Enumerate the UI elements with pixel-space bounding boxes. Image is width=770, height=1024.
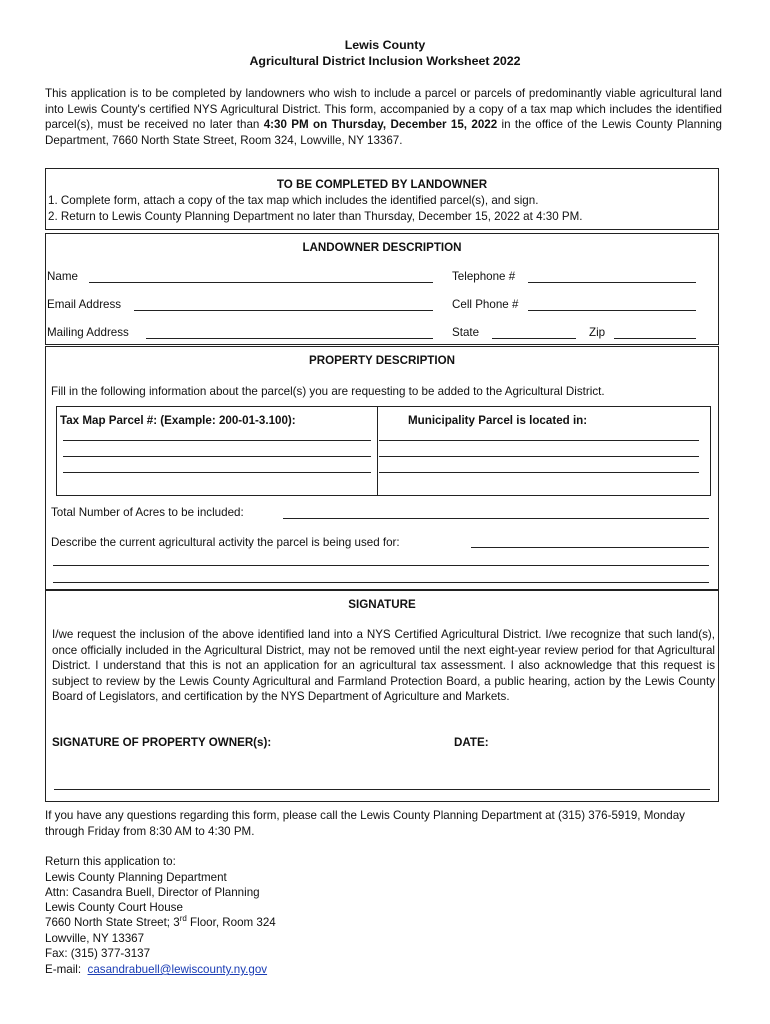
form-title-county: Lewis County [344, 38, 426, 52]
parcel-number-header: Tax Map Parcel #: (Example: 200-01-3.100): [60, 414, 296, 427]
name-label: Name [47, 270, 78, 283]
zip-label: Zip [589, 326, 606, 339]
return-street: 7660 North State Street; 3rd Floor, Room 324 [45, 914, 276, 929]
property-instructions: Fill in the following information about the parcel(s) you are requesting to be added to the Agricultural District. [51, 385, 605, 398]
return-heading: Return this application to: [45, 855, 176, 868]
parcel-number-field-1[interactable] [63, 440, 371, 441]
intro-paragraph: This application is to be completed by landowners who wish to include a parcel or parcels of predominantly viable agricultural land into Lewis County's certified NYS Agricultural District. This form, accompanied by a copy of a tax map which includes the identified parcel(s), must be received no later than 4:30 PM on Thursday, December 15, 2022 in the office of the Lewis County Planning Department, 7660 North State Street, Room 324, Lowville, NY 13367. [45, 87, 722, 147]
telephone-label: Telephone # [452, 270, 516, 283]
email-field[interactable] [134, 310, 433, 311]
mailing-address-label: Mailing Address [47, 326, 129, 339]
signature-statement: I/we request the inclusion of the above identified land into a NYS Certified Agricultural District. I/we recognize that such land(s), once officially included in the Agricultural District, may not be removed until the next eight-year review period for that Agricultural District. I understand that this is not an application for an agricultural tax assessment. I also acknowledge that this request is subject to review by the Lewis County Agricultural and Farmland Protection Board, a public hearing, action by the Lewis County Board of Legislators, and certification by the NYS Department of Agriculture and Markets. [52, 628, 715, 703]
telephone-field[interactable] [528, 282, 696, 283]
signature-box [45, 590, 719, 802]
email-label: Email Address [47, 298, 122, 311]
step-1: 1. Complete form, attach a copy of the tax map which includes the identified parcel(s), and sign. [48, 194, 539, 207]
form-title: Agricultural District Inclusion Worksheet 2022 [249, 54, 521, 68]
activity-label: Describe the current agricultural activity the parcel is being used for: [51, 536, 400, 549]
email-link[interactable]: casandrabuell@lewiscounty.ny.gov [87, 963, 268, 976]
municipality-field-1[interactable] [379, 440, 699, 441]
activity-field-1[interactable] [471, 547, 709, 548]
return-attention: Attn: Casandra Buell, Director of Planning [45, 886, 260, 899]
cell-phone-field[interactable] [528, 310, 696, 311]
parcel-number-field-3[interactable] [63, 472, 371, 473]
mailing-address-field[interactable] [146, 338, 433, 339]
acres-field[interactable] [283, 518, 709, 519]
email-label: E-mail: [45, 963, 82, 976]
municipality-field-2[interactable] [379, 456, 699, 457]
return-city: Lowville, NY 13367 [45, 932, 145, 945]
questions-note: If you have any questions regarding this form, please call the Lewis County Planning Department at (315) 376-5919, Monday through Friday from 8:30 AM to 4:30 PM. [45, 809, 685, 838]
landowner-description-heading: LANDOWNER DESCRIPTION [302, 241, 462, 254]
state-label: State [452, 326, 480, 339]
return-department: Lewis County Planning Department [45, 871, 227, 884]
step-2: 2. Return to Lewis County Planning Department no later than Thursday, December 15, 2022 at 4:30 PM. [48, 210, 583, 223]
parcel-number-field-2[interactable] [63, 456, 371, 457]
date-label: DATE: [454, 736, 489, 749]
name-field[interactable] [89, 282, 433, 283]
activity-field-3[interactable] [53, 582, 709, 583]
property-description-heading: PROPERTY DESCRIPTION [308, 354, 456, 367]
landowner-description-box [45, 233, 719, 345]
return-building: Lewis County Court House [45, 901, 183, 914]
return-email [45, 962, 267, 978]
municipality-field-3[interactable] [379, 472, 699, 473]
parcel-table-divider [377, 407, 378, 495]
cell-phone-label: Cell Phone # [452, 298, 519, 311]
parcel-table [56, 406, 711, 496]
signature-heading: SIGNATURE [348, 598, 416, 611]
state-field[interactable] [492, 338, 576, 339]
acres-label: Total Number of Acres to be included: [51, 506, 244, 519]
landowner-steps-box [45, 168, 719, 230]
return-fax: Fax: (315) 377-3137 [45, 947, 151, 960]
zip-field[interactable] [614, 338, 696, 339]
owner-signature-label: SIGNATURE OF PROPERTY OWNER(s): [52, 736, 272, 749]
signature-line[interactable] [54, 789, 710, 790]
activity-field-2[interactable] [53, 565, 709, 566]
landowner-steps-heading: TO BE COMPLETED BY LANDOWNER [276, 178, 488, 191]
municipality-header: Municipality Parcel is located in: [408, 414, 588, 427]
